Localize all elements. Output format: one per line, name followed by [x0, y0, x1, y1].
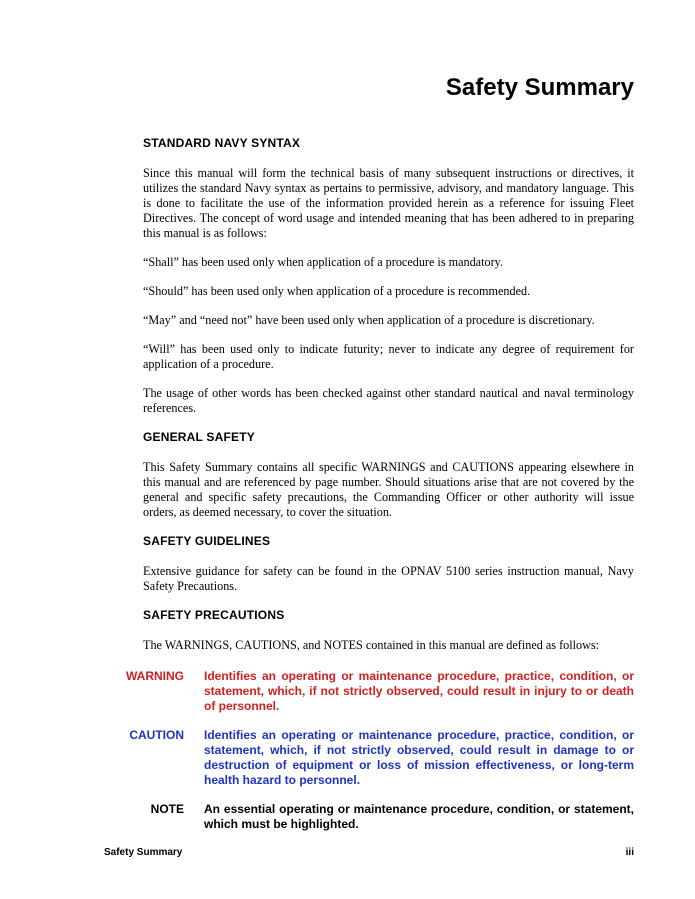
- caution-text: Identifies an operating or maintenance procedure, practice, condition, or statement, which, if not strictly observed, could result in damage to or destruction of equipment or loss of mission effectiveness, or long-term health hazard to personnel.: [204, 728, 634, 787]
- page-title: Safety Summary: [445, 74, 634, 101]
- paragraph: This Safety Summary contains all specific WARNINGS and CAUTIONS appearing elsewhere in this manual and are referenced by page number. Should situations arise that are not covered by the general and specific safety precautions, the Commanding Officer or other authority will issue orders, as deemed necessary, to cover the situation.: [143, 460, 634, 519]
- section-heading: SAFETY GUIDELINES: [143, 534, 271, 548]
- paragraph: The usage of other words has been checked against other standard nautical and naval terminology references.: [143, 386, 634, 415]
- note-text: An essential operating or maintenance procedure, condition, or statement, which must be highlighted.: [204, 802, 634, 831]
- page-number: iii: [625, 847, 634, 858]
- paragraph: “Should” has been used only when application of a procedure is recommended.: [143, 284, 531, 298]
- footer-section-title: Safety Summary: [104, 847, 183, 858]
- warning-label: WARNING: [126, 669, 184, 683]
- paragraph: “May” and “need not” have been used only when application of a procedure is discretionary.: [143, 313, 595, 327]
- paragraph: Extensive guidance for safety can be found in the OPNAV 5100 series instruction manual, Navy Safety Precautions.: [143, 564, 634, 593]
- section-heading: SAFETY PRECAUTIONS: [143, 608, 285, 622]
- section-general-safety: [143, 430, 634, 520]
- section-heading: GENERAL SAFETY: [143, 430, 255, 444]
- warning-text: Identifies an operating or maintenance procedure, practice, condition, or statement, which, if not strictly observed, could result in injury to or death of personnel.: [204, 669, 634, 713]
- caution-definition: [96, 728, 634, 788]
- section-heading: STANDARD NAVY SYNTAX: [143, 136, 301, 150]
- paragraph: “Will” has been used only to indicate futurity; never to indicate any degree of requirement for application of a procedure.: [143, 342, 634, 371]
- notice-definitions: [96, 669, 634, 846]
- document-body: [143, 136, 634, 667]
- caution-label: CAUTION: [129, 728, 184, 742]
- warning-definition: [96, 669, 634, 714]
- paragraph: The WARNINGS, CAUTIONS, and NOTES contained in this manual are defined as follows:: [143, 638, 600, 652]
- paragraph: Since this manual will form the technical basis of many subsequent instructions or directives, it utilizes the standard Navy syntax as pertains to permissive, advisory, and mandatory language. This is done to facilitate the use of the information provided herein as a reference for issuing Fleet Directives. The concept of word usage and intended meaning that has been adhered to in preparing this manual is as follows:: [143, 166, 634, 240]
- section-standard-navy-syntax: [143, 136, 634, 416]
- section-safety-precautions: [143, 608, 634, 653]
- page-footer: [104, 847, 634, 858]
- paragraph: “Shall” has been used only when application of a procedure is mandatory.: [143, 255, 503, 269]
- note-label: NOTE: [150, 802, 184, 816]
- section-safety-guidelines: [143, 534, 634, 594]
- note-definition: [96, 802, 634, 832]
